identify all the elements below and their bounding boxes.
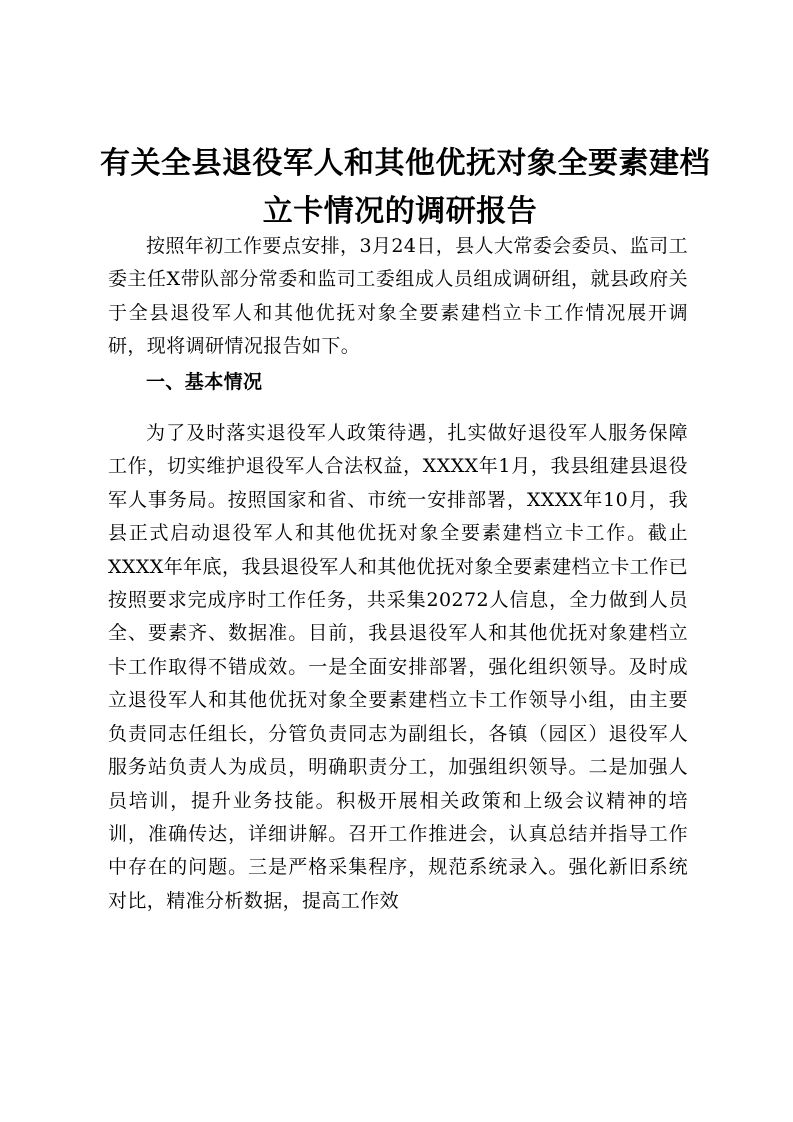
title-line-2: 立卡情况的调研报告 xyxy=(262,194,538,229)
document-title xyxy=(100,140,710,236)
intro-paragraph: 按照年初工作要点安排，3月24日，县人大常委会委员、监司工委主任X带队部分常委和监司工委组成人员组成调研组，就县政府关于全县退役军人和其他优抚对象全要素建档立卡工作情况展开调研，现将调研情况报告如下。 xyxy=(108,235,688,358)
section-heading: 一、基本情况 xyxy=(146,370,263,393)
document-body xyxy=(108,230,688,918)
section-body-paragraph: 为了及时落实退役军人政策待遇，扎实做好退役军人服务保障工作，切实维护退役军人合法权益，XXXX年1月，我县组建县退役军人事务局。按照国家和省、市统一安排部署，XXXX年10月，我县正式启动退役军人和其他优抚对象全要素建档立卡工作。截止XXXX年年底，我县退役军人和其他优抚对象全要素建档立卡工作已按照要求完成序时工作任务，共采集20272人信息，全力做到人员全、要素齐、数据准。目前，我县退役军人和其他优抚对象建档立卡工作取得不错成效。一是全面安排部署，强化组织领导。及时成立退役军人和其他优抚对象全要素建档立卡工作领导小组，由主要负责同志任组长，分管负责同志为副组长，各镇（园区）退役军人服务站负责人为成员，明确职责分工，加强组织领导。二是加强人员培训，提升业务技能。积极开展相关政策和上级会议精神的培训，准确传达，详细讲解。召开工作推进会，认真总结并指导工作中存在的问题。三是严格采集程序，规范系统录入。强化新旧系统对比，精准分析数据，提高工作效 xyxy=(108,422,688,912)
title-line-1: 有关全县退役军人和其他优抚对象全要素建档 xyxy=(100,146,710,181)
